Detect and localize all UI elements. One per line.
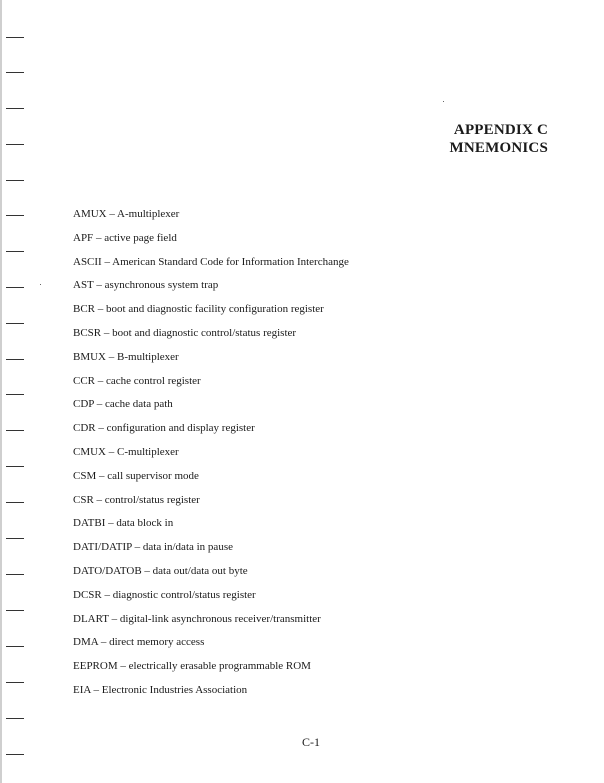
binder-tab-mark bbox=[6, 180, 24, 181]
mnemonic-entry bbox=[73, 278, 349, 302]
mnemonic-separator: – bbox=[93, 279, 105, 292]
mnemonic-term: DCSR bbox=[73, 588, 102, 601]
binder-tab-mark bbox=[6, 718, 24, 719]
mnemonic-definition: data out/data out byte bbox=[152, 564, 248, 577]
mnemonic-definition: cache data path bbox=[105, 398, 173, 411]
mnemonic-entry bbox=[73, 421, 349, 445]
binder-tab-mark bbox=[6, 359, 24, 360]
binder-tab-mark bbox=[6, 538, 24, 539]
appendix-header bbox=[450, 121, 548, 157]
binder-tab-mark bbox=[6, 251, 24, 252]
mnemonic-term: DLART bbox=[73, 612, 109, 625]
mnemonic-separator: – bbox=[93, 493, 105, 506]
mnemonic-separator: – bbox=[98, 636, 110, 649]
mnemonic-separator: – bbox=[108, 612, 120, 625]
mnemonic-definition: control/status register bbox=[104, 493, 200, 506]
mnemonic-term: AMUX bbox=[73, 208, 107, 220]
binder-tab-mark bbox=[6, 430, 24, 431]
binder-tab-mark bbox=[6, 72, 24, 73]
mnemonic-term: CDR bbox=[73, 422, 96, 435]
mnemonic-separator: – bbox=[106, 208, 118, 220]
mnemonic-entry bbox=[73, 493, 349, 517]
mnemonic-definition: C-multiplexer bbox=[117, 445, 179, 458]
binder-tab-mark bbox=[6, 502, 24, 503]
mnemonic-definition: electrically erasable programmable ROM bbox=[128, 660, 311, 673]
mnemonic-entry bbox=[73, 612, 349, 636]
mnemonic-definition: call supervisor mode bbox=[107, 469, 199, 482]
mnemonic-term: DATBI bbox=[73, 517, 106, 530]
mnemonic-separator: – bbox=[95, 303, 107, 316]
binder-tab-mark bbox=[6, 37, 24, 38]
mnemonic-term: DMA bbox=[73, 636, 99, 649]
mnemonic-separator: – bbox=[101, 255, 113, 268]
mnemonic-term: CMUX bbox=[73, 445, 107, 458]
mnemonic-entry bbox=[73, 326, 349, 350]
mnemonic-separator: – bbox=[94, 398, 105, 411]
binder-tab-mark bbox=[6, 466, 24, 467]
binder-tab-mark bbox=[6, 144, 24, 145]
mnemonic-entry bbox=[73, 374, 349, 398]
mnemonic-entry bbox=[73, 540, 349, 564]
scan-speck bbox=[40, 284, 41, 285]
mnemonic-term: CSM bbox=[73, 469, 97, 482]
mnemonic-separator: – bbox=[117, 660, 129, 673]
mnemonic-separator: – bbox=[141, 564, 153, 577]
binder-tab-mark bbox=[6, 108, 24, 109]
binder-tab-mark bbox=[6, 323, 24, 324]
mnemonic-separator: – bbox=[106, 350, 118, 363]
appendix-label: APPENDIX C bbox=[453, 122, 548, 138]
mnemonic-separator: – bbox=[96, 469, 108, 482]
mnemonic-entry bbox=[73, 231, 349, 255]
mnemonic-term: DATO/DATOB bbox=[73, 564, 142, 577]
mnemonic-entry bbox=[73, 350, 349, 374]
mnemonic-term: EEPROM bbox=[73, 660, 118, 673]
mnemonic-separator: – bbox=[106, 445, 118, 458]
mnemonic-definition: data block in bbox=[116, 517, 174, 530]
mnemonic-entry bbox=[73, 564, 349, 588]
mnemonic-separator: – bbox=[101, 588, 113, 601]
mnemonic-definition: configuration and display register bbox=[106, 422, 255, 435]
mnemonic-definition: direct memory access bbox=[109, 636, 205, 649]
mnemonic-separator: – bbox=[105, 517, 117, 530]
mnemonic-definition: data in/data in pause bbox=[142, 541, 233, 554]
mnemonic-definition: A-multiplexer bbox=[117, 208, 180, 220]
binder-tab-mark bbox=[6, 287, 24, 288]
binder-tab-mark bbox=[6, 394, 24, 395]
mnemonic-entry bbox=[73, 445, 349, 469]
mnemonic-definition: boot and diagnostic facility configuration register bbox=[106, 303, 324, 316]
mnemonic-term: BCSR bbox=[73, 326, 102, 339]
mnemonic-definition: B-multiplexer bbox=[117, 350, 179, 363]
mnemonic-entry bbox=[73, 516, 349, 540]
mnemonic-term: BCR bbox=[73, 303, 96, 316]
mnemonic-entry bbox=[73, 302, 349, 326]
mnemonic-term: BMUX bbox=[73, 350, 107, 363]
binder-edge bbox=[0, 0, 2, 783]
mnemonic-entry bbox=[73, 683, 349, 707]
page-number: C-1 bbox=[302, 735, 320, 749]
mnemonic-definition: diagnostic control/status register bbox=[112, 588, 256, 601]
mnemonic-definition: Electronic Industries Association bbox=[101, 683, 248, 696]
mnemonic-separator: – bbox=[95, 422, 107, 435]
mnemonic-separator: – bbox=[93, 231, 105, 244]
mnemonic-entry bbox=[73, 397, 349, 421]
mnemonic-definition: active page field bbox=[104, 231, 177, 244]
mnemonic-separator: – bbox=[131, 541, 143, 554]
mnemonic-entry bbox=[73, 255, 349, 279]
mnemonic-definition: digital-link asynchronous receiver/transmitter bbox=[119, 612, 321, 625]
mnemonic-definition: American Standard Code for Information Interchange bbox=[112, 255, 349, 268]
mnemonic-term: APF bbox=[73, 231, 94, 244]
binder-tab-mark bbox=[6, 215, 24, 216]
binder-tab-mark bbox=[6, 574, 24, 575]
mnemonic-definition: cache control register bbox=[106, 374, 201, 387]
mnemonic-term: ASCII bbox=[73, 255, 102, 268]
mnemonic-entry bbox=[73, 635, 349, 659]
mnemonic-separator: – bbox=[90, 683, 102, 696]
mnemonic-term: EIA bbox=[73, 683, 91, 696]
appendix-title: MNEMONICS bbox=[449, 140, 548, 156]
mnemonic-entry bbox=[73, 588, 349, 612]
mnemonic-term: AST bbox=[73, 279, 94, 292]
mnemonic-definition: boot and diagnostic control/status register bbox=[112, 326, 297, 339]
mnemonic-entry bbox=[73, 659, 349, 683]
mnemonic-entry bbox=[73, 469, 349, 493]
mnemonic-term: DATI/DATIP bbox=[73, 541, 132, 554]
mnemonic-separator: – bbox=[95, 374, 107, 387]
scan-speck bbox=[443, 101, 444, 102]
mnemonic-term: CDP bbox=[73, 398, 94, 411]
mnemonic-term: CSR bbox=[73, 493, 94, 506]
mnemonics-list bbox=[73, 207, 349, 707]
mnemonic-separator: – bbox=[101, 326, 113, 339]
binder-tab-mark bbox=[6, 682, 24, 683]
binder-tab-mark bbox=[6, 754, 24, 755]
binder-tab-mark bbox=[6, 646, 24, 647]
mnemonic-entry bbox=[73, 207, 349, 231]
mnemonic-term: CCR bbox=[73, 374, 96, 387]
binder-tab-mark bbox=[6, 610, 24, 611]
mnemonic-definition: asynchronous system trap bbox=[104, 279, 219, 292]
